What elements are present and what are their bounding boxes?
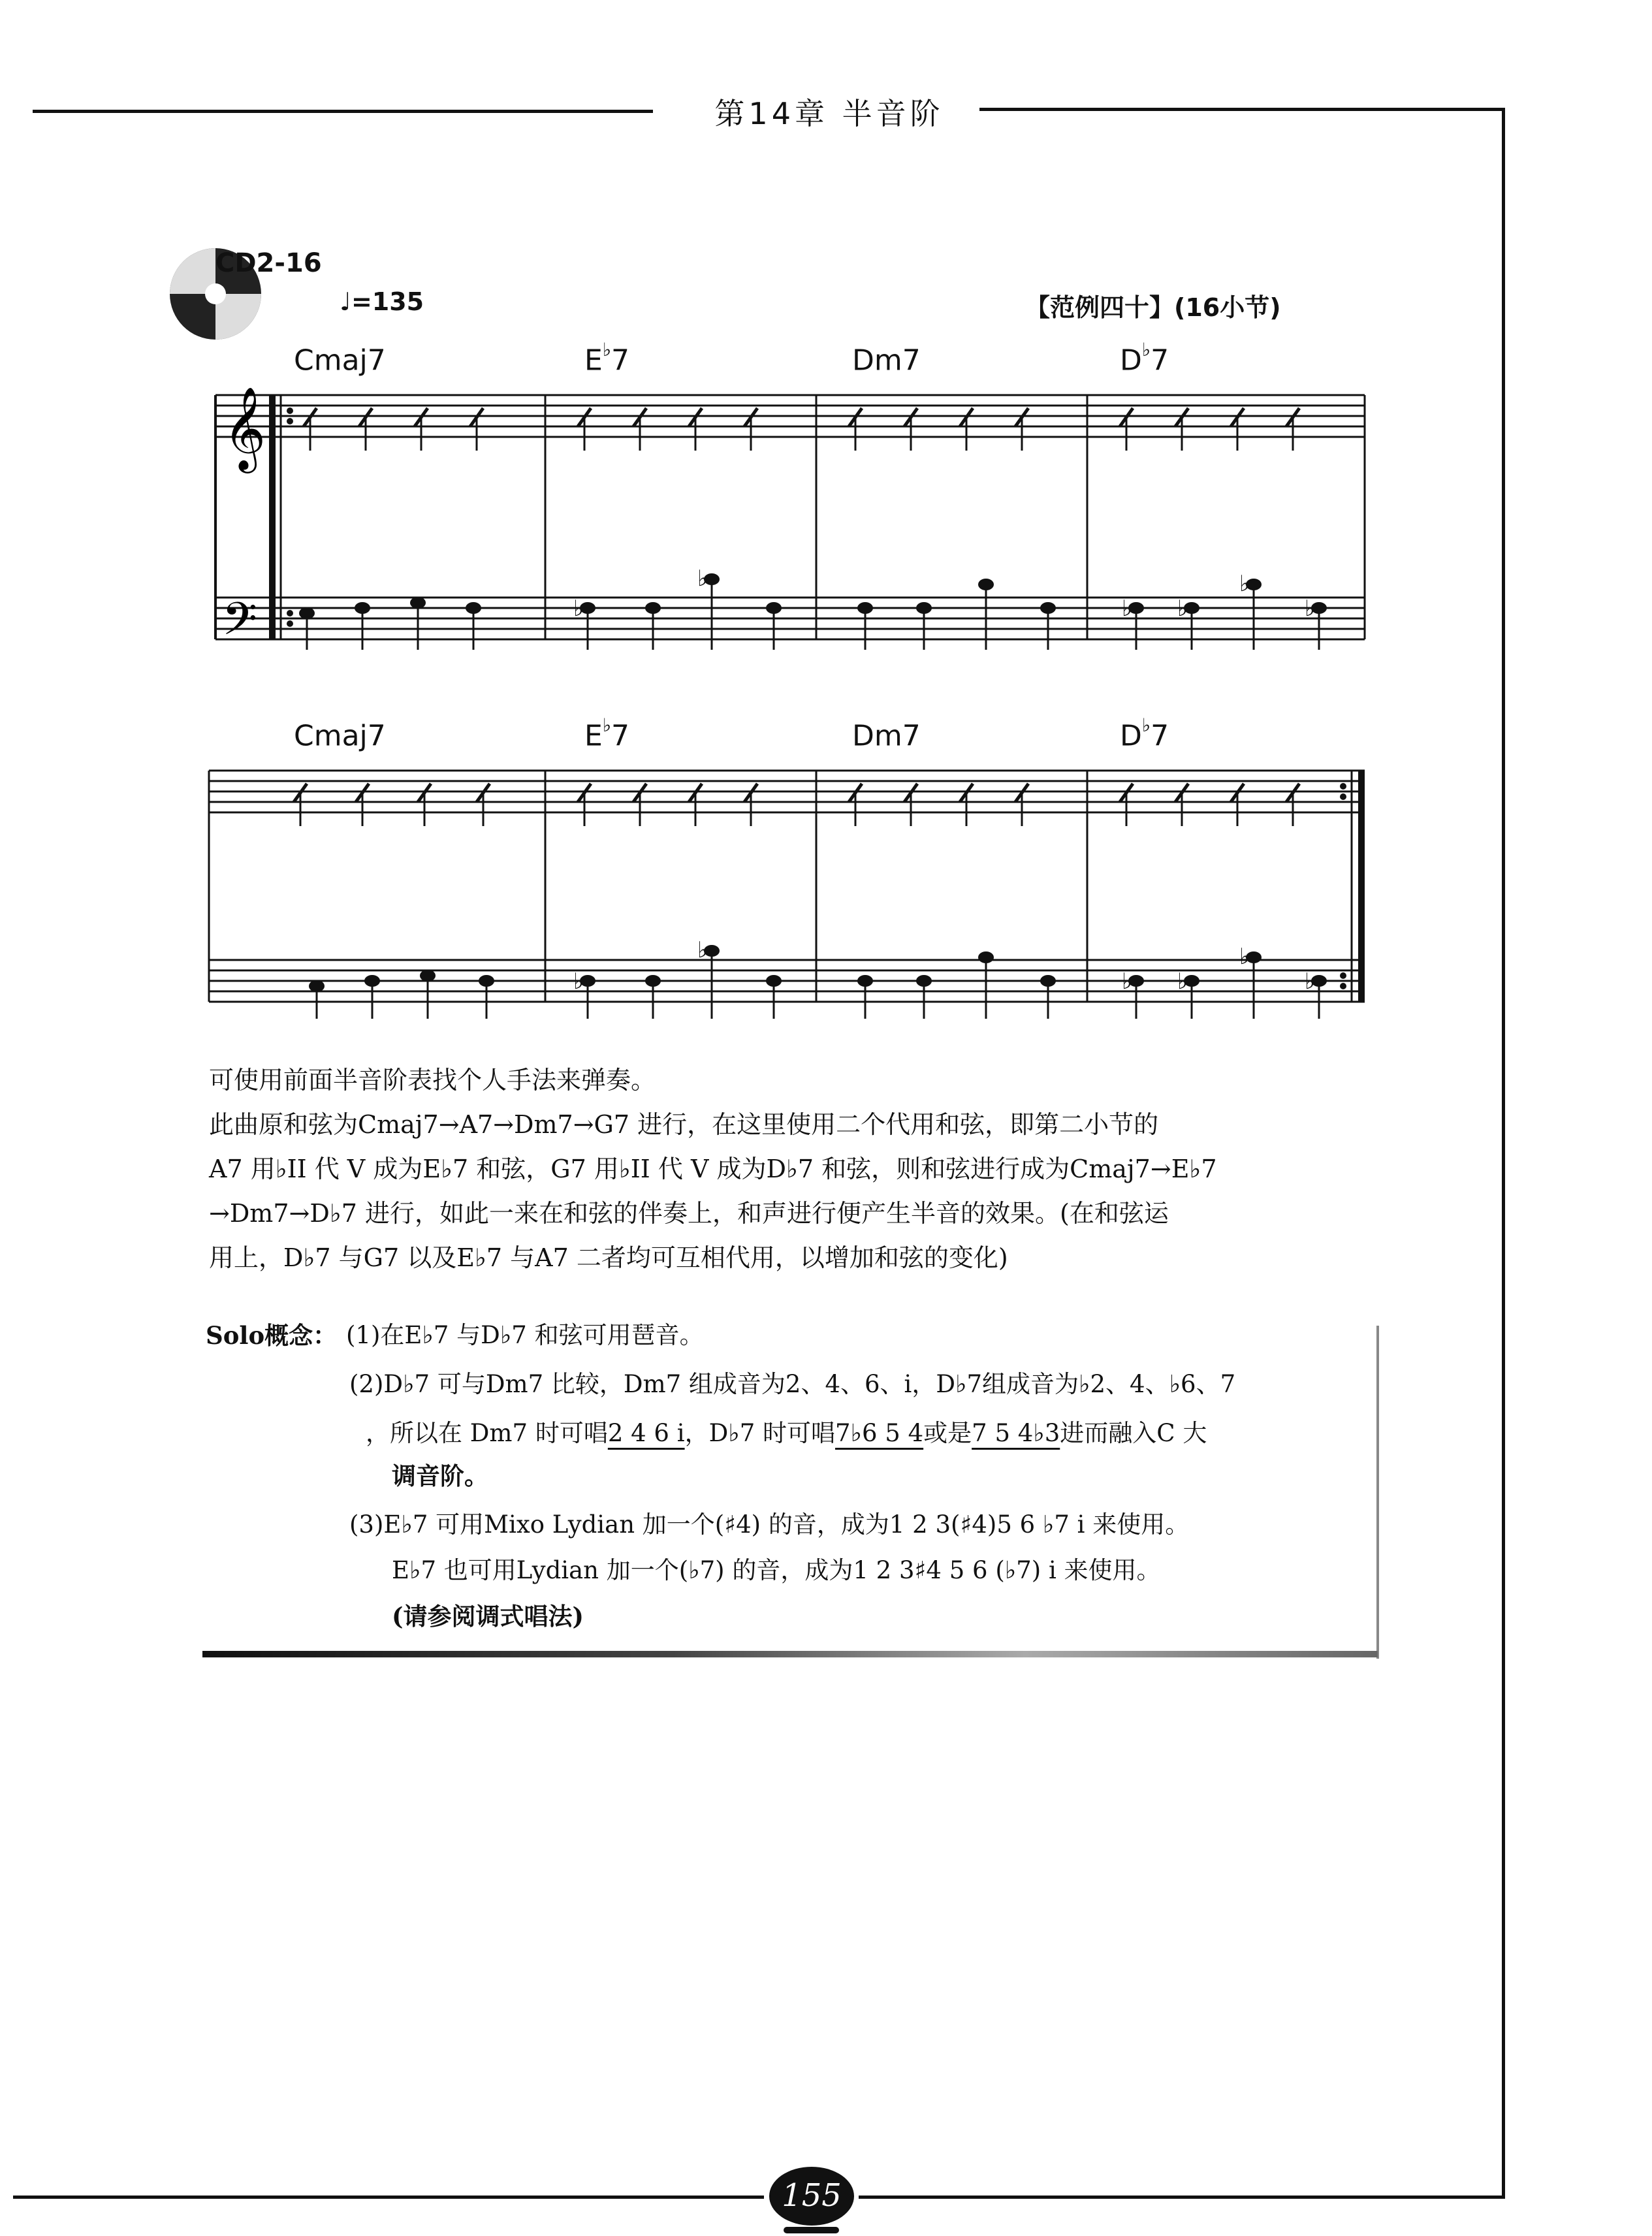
solo-item-2-line-3: 调音阶。 [392,1461,488,1490]
chord-symbol-7: Dm7 [852,719,921,753]
paragraph-2-line-1: 此曲原和弦为Cmaj7→A7→Dm7→G7 进行，在这里使用二个代用和弦，即第二小节的 [209,1110,1159,1139]
page-number-underline [784,2227,839,2233]
treble-staff-lines-2 [209,771,1365,812]
solo-item-2-line-1: (2)D♭7 可与Dm7 比较，Dm7 组成音为2、4、6、i，D♭7组成音为♭2、4、♭6、7 [349,1370,1236,1398]
header-rule-right [979,108,1502,111]
footer-rule-right [859,2196,1505,2199]
svg-text:♭: ♭ [1177,968,1188,995]
svg-text:♭: ♭ [1239,571,1250,597]
svg-text:♭: ♭ [697,937,708,963]
slash-stems-1 [310,417,1293,451]
chapter-title: 第14章 半音阶 [714,96,944,131]
solo-item-2-melody-3: 7 5 4♭3 [972,1419,1060,1447]
svg-text:♭: ♭ [1122,968,1133,995]
slash-stems-2 [300,793,1293,826]
chord-symbol-3: Dm7 [852,343,921,377]
bass-stems-2 [317,951,1319,1019]
chord-symbol-5: Cmaj7 [294,719,386,753]
solo-item-2-text-d: 进而融入C 大 [1060,1419,1207,1447]
treble-staff-lines [215,395,1365,437]
paragraph-2-line-4: 用上，D♭7 与G7 以及E♭7 与A7 二者均可互相代用，以增加和弦的变化) [209,1243,1008,1272]
paragraph-2-line-2: A7 用♭II 代 V 成为E♭7 和弦，G7 用♭II 代 V 成为D♭7 和弦，则和弦进行成为Cmaj7→E♭7 [209,1155,1217,1183]
chord-symbol-6: E♭7 [584,714,630,753]
solo-item-2-melody-1: 2 4 6 i [607,1419,685,1447]
solo-item-3-line-2: E♭7 也可用Lydian 加一个(♭7) 的音，成为1 2 3♯4 5 6 (♭7) i 来使用。 [392,1556,1161,1584]
svg-text:♭: ♭ [1177,596,1188,622]
solo-item-2-text-b: ，D♭7 时可唱 [684,1419,835,1447]
svg-text:♭: ♭ [1239,944,1250,970]
bass-notes-1 [299,573,1327,619]
svg-text:♭: ♭ [573,968,584,995]
page-number: 155 [769,2167,854,2226]
header-rule-left [33,110,653,113]
paragraph-1: 可使用前面半音阶表找个人手法来弹奏。 [209,1066,656,1094]
solo-box-bottom-border [202,1651,1378,1657]
solo-item-2-text-c: 或是 [923,1419,972,1447]
page-border-right [1502,108,1505,2197]
solo-item-2-line-2 [366,1411,1207,1456]
explanation-text [209,1058,1371,1280]
svg-text:♭: ♭ [1305,968,1316,995]
footer-rule-left [13,2196,764,2199]
chord-symbol-2: E♭7 [584,339,630,377]
solo-item-1: (1)在E♭7 与D♭7 和弦可用琶音。 [346,1321,704,1349]
flat-accidentals-2 [573,937,1315,995]
bass-clef-icon: 𝄢 [222,592,258,656]
music-system-2 [196,751,1371,1032]
chord-symbol-1: Cmaj7 [294,343,386,377]
svg-text:♭: ♭ [573,596,584,622]
cd-track-label: CD2-16 [215,248,322,278]
chord-symbol-4: D♭7 [1120,339,1169,377]
svg-text:♭: ♭ [1122,596,1133,622]
slash-notes-2 [294,784,1299,802]
svg-text:♭: ♭ [697,566,708,592]
svg-text:♭: ♭ [1305,596,1316,622]
solo-box-right-border [1376,1326,1379,1659]
tempo-value: =135 [351,287,424,316]
tempo-marking [340,287,424,316]
paragraph-2-line-3: →Dm7→D♭7 进行，如此一来在和弦的伴奏上，和声进行便产生半音的效果。(在和弦运 [209,1199,1169,1228]
solo-item-3-line-3: (请参阅调式唱法) [392,1602,584,1631]
bass-notes-2 [309,945,1327,992]
chord-symbol-8: D♭7 [1120,714,1169,753]
solo-item-2-text-a: ，所以在 Dm7 时可唱 [366,1419,608,1447]
flat-accidentals-1 [573,566,1315,622]
treble-clef-icon: 𝄞 [223,386,266,470]
quarter-note-icon: ♩ [340,287,351,316]
music-system-1 [196,375,1371,682]
solo-label: Solo概念： [206,1321,338,1350]
solo-item-2-melody-2: 7♭6 5 4 [835,1419,924,1447]
slash-notes-1 [304,408,1299,426]
example-title: 【范例四十】(16小节) [1025,293,1281,322]
solo-item-3-line-1: (3)E♭7 可用Mixo Lydian 加一个(♯4) 的音，成为1 2 3(♯4)5 6 ♭7 i 来使用。 [349,1510,1190,1539]
